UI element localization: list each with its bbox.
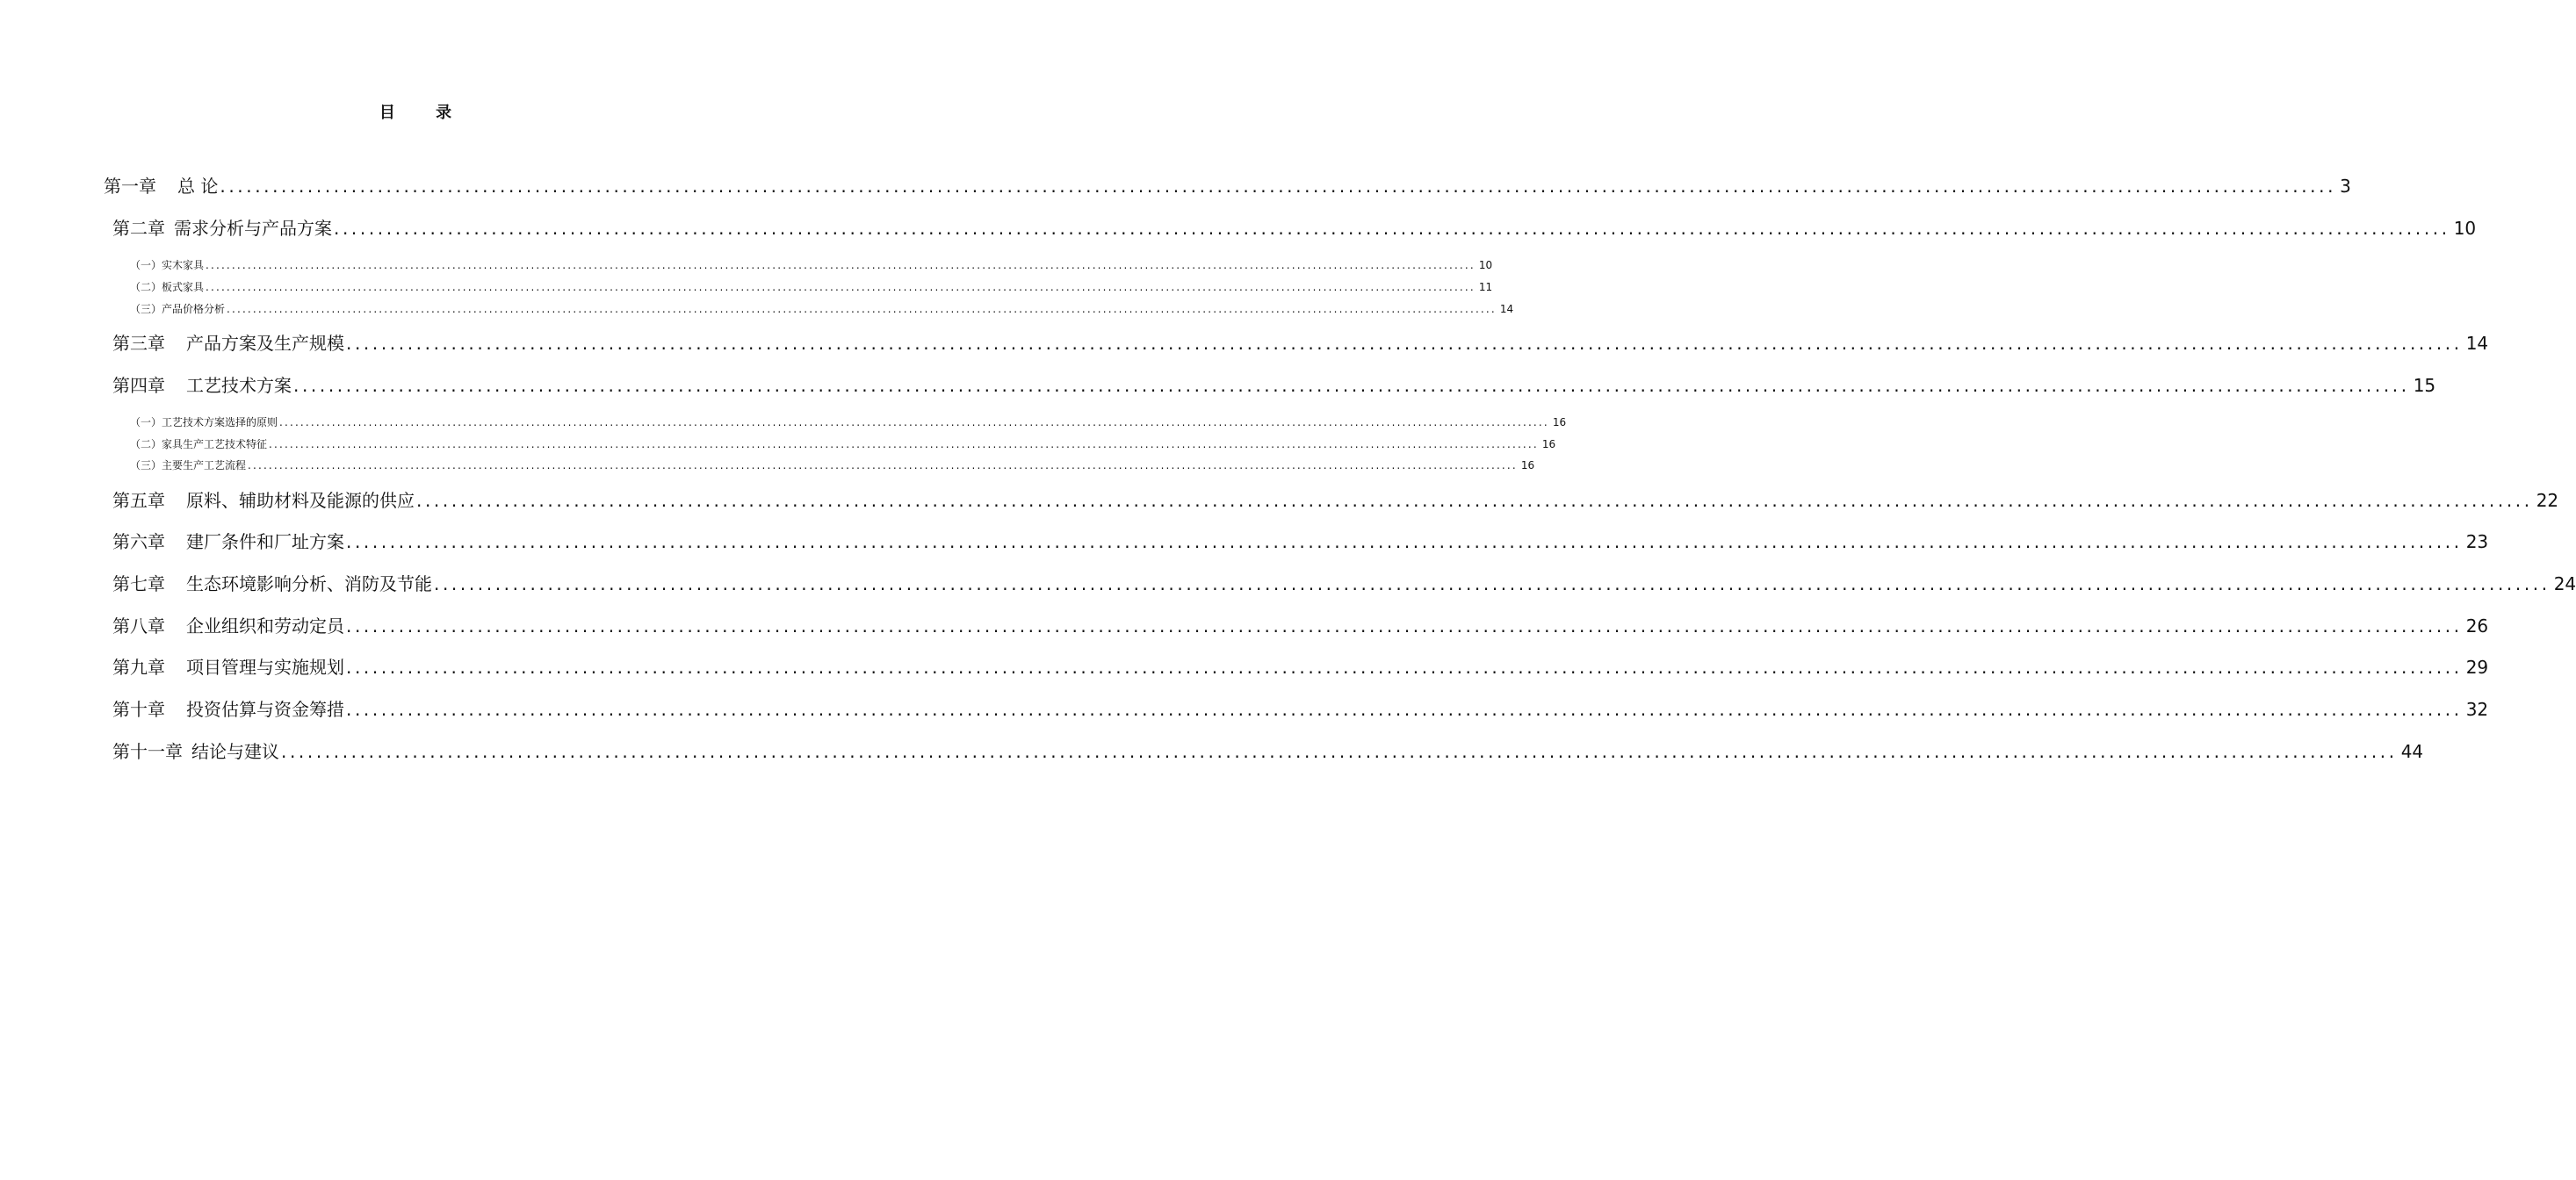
toc-entry-section-4-2[interactable] — [130, 436, 1556, 452]
toc-entry-section-2-1[interactable] — [130, 257, 1493, 273]
page-number: 24 — [2553, 573, 2576, 594]
page-number: 3 — [2340, 176, 2351, 197]
chapter-title: 总 论 — [177, 176, 219, 197]
dot-leader: .................................................................................................................................................................................................................................................. — [206, 259, 1476, 271]
dot-leader: .................................................................................................................................................................................................................................................. — [346, 333, 2463, 354]
dot-leader: .................................................................................................................................................................................................................................................. — [281, 741, 2398, 762]
toc-entry-chapter-8[interactable] — [112, 613, 2489, 639]
dot-leader: .................................................................................................................................................................................................................................................. — [416, 490, 2533, 511]
page-number: 44 — [2400, 741, 2424, 762]
section-number: （二） — [130, 438, 162, 450]
page-number: 32 — [2465, 699, 2489, 720]
toc-entry-chapter-9[interactable] — [112, 654, 2489, 680]
section-title: 实木家具 — [162, 259, 205, 271]
section-number: （三） — [130, 459, 162, 471]
toc-entry-chapter-4[interactable] — [112, 372, 2436, 399]
dot-leader: .................................................................................................................................................................................................................................................. — [346, 657, 2463, 678]
page-number: 11 — [1478, 281, 1493, 293]
dot-leader: .................................................................................................................................................................................................................................................. — [206, 281, 1476, 293]
chapter-title: 原料、辅助材料及能源的供应 — [186, 490, 415, 511]
page-number: 14 — [2465, 333, 2489, 354]
dot-leader: .................................................................................................................................................................................................................................................. — [434, 573, 2551, 594]
section-number: （一） — [130, 259, 162, 271]
section-title: 家具生产工艺技术特征 — [162, 438, 268, 450]
chapter-number: 第十章 — [112, 699, 165, 720]
dot-leader: .................................................................................................................................................................................................................................................. — [346, 531, 2463, 552]
dot-leader: .................................................................................................................................................................................................................................................. — [227, 303, 1497, 315]
toc-title: 目 录 — [379, 104, 470, 122]
toc-entry-section-4-3[interactable] — [130, 457, 1535, 473]
page-number: 10 — [1478, 259, 1493, 271]
toc-entry-chapter-3[interactable] — [112, 330, 2489, 356]
section-number: （三） — [130, 303, 162, 315]
chapter-number: 第十一章 — [112, 741, 183, 762]
section-title: 主要生产工艺流程 — [162, 459, 247, 471]
chapter-title: 工艺技术方案 — [186, 375, 292, 396]
toc-entry-chapter-6[interactable] — [112, 529, 2489, 555]
chapter-number: 第八章 — [112, 615, 165, 637]
chapter-number: 第二章 — [112, 218, 165, 239]
chapter-title: 建厂条件和厂址方案 — [186, 531, 344, 552]
page-number: 23 — [2465, 531, 2489, 552]
toc-entry-chapter-10[interactable] — [112, 696, 2489, 723]
toc-entry-section-4-1[interactable] — [130, 414, 1567, 430]
page-number: 14 — [1499, 303, 1514, 315]
page-number: 10 — [2453, 218, 2477, 239]
chapter-number: 第七章 — [112, 573, 165, 594]
page-number: 29 — [2465, 657, 2489, 678]
chapter-title: 项目管理与实施规划 — [186, 657, 344, 678]
toc-entry-chapter-7[interactable] — [112, 571, 2576, 597]
toc-entry-section-2-2[interactable] — [130, 279, 1493, 295]
chapter-number: 第三章 — [112, 333, 165, 354]
page-number: 16 — [1520, 459, 1535, 471]
section-title: 工艺技术方案选择的原则 — [162, 416, 278, 428]
dot-leader: .................................................................................................................................................................................................................................................. — [248, 459, 1518, 471]
dot-leader: .................................................................................................................................................................................................................................................. — [334, 218, 2450, 239]
dot-leader: .................................................................................................................................................................................................................................................. — [220, 176, 2337, 197]
chapter-number: 第九章 — [112, 657, 165, 678]
toc-entry-chapter-5[interactable] — [112, 487, 2559, 514]
dot-leader: .................................................................................................................................................................................................................................................. — [269, 438, 1539, 450]
chapter-title: 企业组织和劳动定员 — [186, 615, 344, 637]
page-number: 26 — [2465, 615, 2489, 637]
section-title: 板式家具 — [162, 281, 205, 293]
chapter-title: 需求分析与产品方案 — [174, 218, 332, 239]
dot-leader: .................................................................................................................................................................................................................................................. — [346, 699, 2463, 720]
dot-leader: .................................................................................................................................................................................................................................................. — [346, 615, 2463, 637]
chapter-title: 结论与建议 — [191, 741, 279, 762]
chapter-title: 产品方案及生产规模 — [186, 333, 344, 354]
toc-entry-section-2-3[interactable] — [130, 301, 1514, 317]
section-number: （一） — [130, 416, 162, 428]
chapter-number: 第四章 — [112, 375, 165, 396]
chapter-number: 第一章 — [104, 176, 156, 197]
chapter-number: 第五章 — [112, 490, 165, 511]
toc-entry-chapter-11[interactable] — [112, 738, 2424, 765]
page-number: 22 — [2536, 490, 2559, 511]
dot-leader: .................................................................................................................................................................................................................................................. — [293, 375, 2410, 396]
page-number: 16 — [1552, 416, 1567, 428]
chapter-title: 投资估算与资金筹措 — [186, 699, 344, 720]
chapter-number: 第六章 — [112, 531, 165, 552]
toc-entry-chapter-1[interactable] — [104, 173, 2351, 199]
section-number: （二） — [130, 281, 162, 293]
section-title: 产品价格分析 — [162, 303, 226, 315]
toc-entry-chapter-2[interactable] — [112, 215, 2477, 241]
page-number: 15 — [2413, 375, 2436, 396]
chapter-title: 生态环境影响分析、消防及节能 — [186, 573, 432, 594]
dot-leader: .................................................................................................................................................................................................................................................. — [279, 416, 1549, 428]
page-number: 16 — [1541, 438, 1556, 450]
